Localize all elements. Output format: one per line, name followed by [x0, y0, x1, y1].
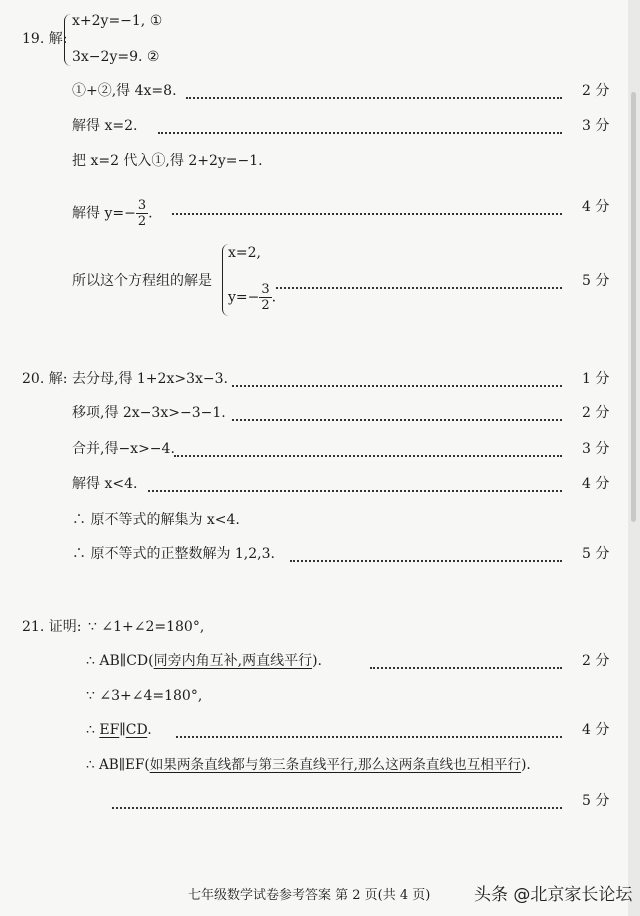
q19-solution-y-denominator: 2 — [261, 298, 270, 313]
q19-step-4-numerator: 3 — [137, 198, 147, 213]
q20-label: 20. 解: — [22, 371, 68, 387]
q20-step-1-score: 1 分 — [582, 371, 610, 387]
q21-line-5-leader — [112, 806, 562, 809]
q20-step-3-leader — [174, 454, 562, 457]
q19-step-1: ①+②,得 4x=8. — [72, 83, 177, 99]
q19-step-4: 解得 y=− $\frac{3}{2}$ . — [72, 198, 153, 229]
q20-step-4: 解得 x<4. — [72, 476, 138, 492]
q19-solution-y: y=− $\frac{3}{2}$ . — [228, 282, 277, 313]
q19-step-4-prefix: 解得 y=− — [72, 205, 136, 222]
q19-step-4-denominator: 2 — [137, 214, 147, 229]
q19-step-5-score: 5 分 — [582, 273, 610, 289]
q20-step-4-leader — [148, 489, 562, 492]
q20-step-6-score: 5 分 — [582, 546, 610, 562]
q21-line-2-score: 2 分 — [582, 653, 610, 669]
q21-line-4-parallel: ∥ — [119, 722, 126, 738]
q21-line-4 — [86, 721, 152, 739]
q21-line-5-prefix: ∴ AB∥EF( — [86, 757, 150, 773]
q21-line-4-prefix: ∴ — [86, 722, 100, 738]
q19-solution-x: x=2, — [228, 245, 261, 261]
q20-step-2-leader — [232, 418, 562, 421]
q19-step-2-score: 3 分 — [582, 118, 610, 134]
q19-equation-1: x+2y=−1, ① — [72, 13, 163, 29]
q19-step-2-leader — [158, 131, 562, 134]
q20-step-2: 移项,得 2x−3x>−3−1. — [72, 405, 226, 421]
q19-solution-y-fraction — [259, 282, 271, 313]
q21-line-2-leader — [370, 666, 562, 669]
q20-step-6-leader — [290, 559, 562, 562]
q20-step-1-leader — [232, 384, 562, 387]
q21-line-4-ef: EF — [99, 722, 120, 738]
q21-line-5-suffix: ). — [521, 757, 531, 773]
scrollbar[interactable] — [631, 92, 636, 522]
q21-line-4-cd: CD — [125, 722, 148, 738]
q21-line-4-leader — [176, 735, 562, 738]
q21-line-5-score: 5 分 — [582, 793, 610, 809]
q21-line-2 — [86, 652, 322, 670]
q19-step-4-leader — [172, 212, 562, 215]
q21-line-2-reason: 同旁内角互补,两直线平行 — [153, 653, 313, 669]
q19-step-1-score: 2 分 — [582, 83, 610, 99]
q19-label: 19. 解: — [22, 31, 68, 47]
q21-line-3: ∵ ∠3+∠4=180°, — [86, 688, 203, 704]
q19-step-5: 所以这个方程组的解是 — [72, 273, 212, 289]
q21-line-5-reason: 如果两条直线都与第三条直线平行,那么这两条直线也互相平行 — [149, 757, 522, 773]
q19-solution-y-numerator: 3 — [261, 282, 270, 297]
q19-step-4-score: 4 分 — [582, 199, 610, 215]
q20-step-1: 去分母,得 1+2x>3x−3. — [72, 371, 228, 387]
q21-line-4-score: 4 分 — [582, 722, 610, 738]
q21-label: 21. 证明: — [22, 619, 82, 635]
q20-step-6: ∴ 原不等式的正整数解为 1,2,3. — [72, 546, 275, 562]
q20-step-3-score: 3 分 — [582, 441, 610, 457]
q19-step-1-leader — [186, 96, 562, 99]
q19-step-3: 把 x=2 代入①,得 2+2y=−1. — [72, 153, 263, 169]
q21-line-1: ∵ ∠1+∠2=180°, — [88, 619, 205, 635]
q20-step-3: 合并,得−x>−4. — [72, 441, 175, 457]
q21-line-2-prefix: ∴ AB∥CD( — [86, 653, 154, 669]
q21-line-4-suffix: . — [147, 722, 152, 738]
q19-solution-y-prefix: y=− — [228, 289, 260, 306]
q20-step-4-score: 4 分 — [582, 476, 610, 492]
q19-step-5-leader — [276, 286, 562, 289]
q20-step-5: ∴ 原不等式的解集为 x<4. — [72, 512, 240, 528]
q19-system-brace — [64, 14, 71, 66]
q19-equation-2: 3x−2y=9. ② — [72, 49, 160, 65]
watermark: 头条 @北京家长论坛 — [474, 885, 633, 905]
q21-line-5 — [86, 756, 531, 774]
q19-step-2: 解得 x=2. — [72, 118, 138, 134]
q20-step-2-score: 2 分 — [582, 405, 610, 421]
q21-line-2-suffix: ). — [312, 653, 322, 669]
page-footer: 七年级数学试卷参考答案 第 2 页(共 4 页) — [188, 888, 431, 903]
q19-step-4-fraction — [136, 198, 148, 229]
